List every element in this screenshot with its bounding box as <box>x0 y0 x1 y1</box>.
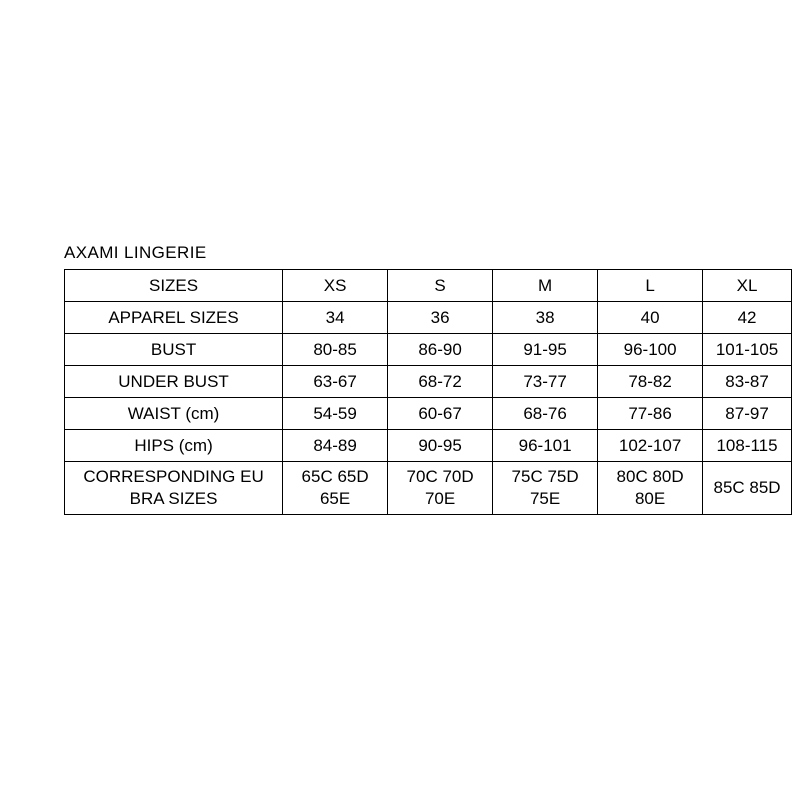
table-cell: 84-89 <box>283 430 388 462</box>
table-cell: XL <box>703 270 792 302</box>
row-label: UNDER BUST <box>65 366 283 398</box>
table-cell: 34 <box>283 302 388 334</box>
row-label: WAIST (cm) <box>65 398 283 430</box>
table-cell: 73-77 <box>493 366 598 398</box>
table-cell: 85C 85D <box>703 462 792 515</box>
table-cell: 77-86 <box>598 398 703 430</box>
row-label: BUST <box>65 334 283 366</box>
row-label: HIPS (cm) <box>65 430 283 462</box>
row-label: SIZES <box>65 270 283 302</box>
table-cell: 75C 75D 75E <box>493 462 598 515</box>
table-row <box>65 366 792 398</box>
table-cell: 78-82 <box>598 366 703 398</box>
table-cell: 91-95 <box>493 334 598 366</box>
table-cell: 102-107 <box>598 430 703 462</box>
table-cell: 40 <box>598 302 703 334</box>
table-row <box>65 334 792 366</box>
table-cell: 80-85 <box>283 334 388 366</box>
table-cell: 36 <box>388 302 493 334</box>
table-cell: XS <box>283 270 388 302</box>
size-chart-table <box>64 269 792 515</box>
table-cell: 86-90 <box>388 334 493 366</box>
table-cell: 101-105 <box>703 334 792 366</box>
table-cell: 83-87 <box>703 366 792 398</box>
table-cell: 42 <box>703 302 792 334</box>
table-cell: 87-97 <box>703 398 792 430</box>
table-cell: 96-101 <box>493 430 598 462</box>
table-row <box>65 462 792 515</box>
table-row <box>65 398 792 430</box>
table-cell: 60-67 <box>388 398 493 430</box>
table-cell: 68-72 <box>388 366 493 398</box>
table-cell: 108-115 <box>703 430 792 462</box>
row-label: CORRESPONDING EU BRA SIZES <box>65 462 283 515</box>
table-cell: 90-95 <box>388 430 493 462</box>
table-row <box>65 270 792 302</box>
table-cell: 54-59 <box>283 398 388 430</box>
table-cell: 68-76 <box>493 398 598 430</box>
table-cell: 65C 65D 65E <box>283 462 388 515</box>
size-chart-sheet <box>64 243 792 515</box>
table-cell: 96-100 <box>598 334 703 366</box>
table-cell: 70C 70D 70E <box>388 462 493 515</box>
table-cell: 38 <box>493 302 598 334</box>
table-cell: 80C 80D 80E <box>598 462 703 515</box>
table-row <box>65 430 792 462</box>
table-cell: S <box>388 270 493 302</box>
table-cell: L <box>598 270 703 302</box>
table-cell: M <box>493 270 598 302</box>
row-label: APPAREL SIZES <box>65 302 283 334</box>
table-cell: 63-67 <box>283 366 388 398</box>
brand-title: AXAMI LINGERIE <box>64 243 207 262</box>
table-row <box>65 302 792 334</box>
